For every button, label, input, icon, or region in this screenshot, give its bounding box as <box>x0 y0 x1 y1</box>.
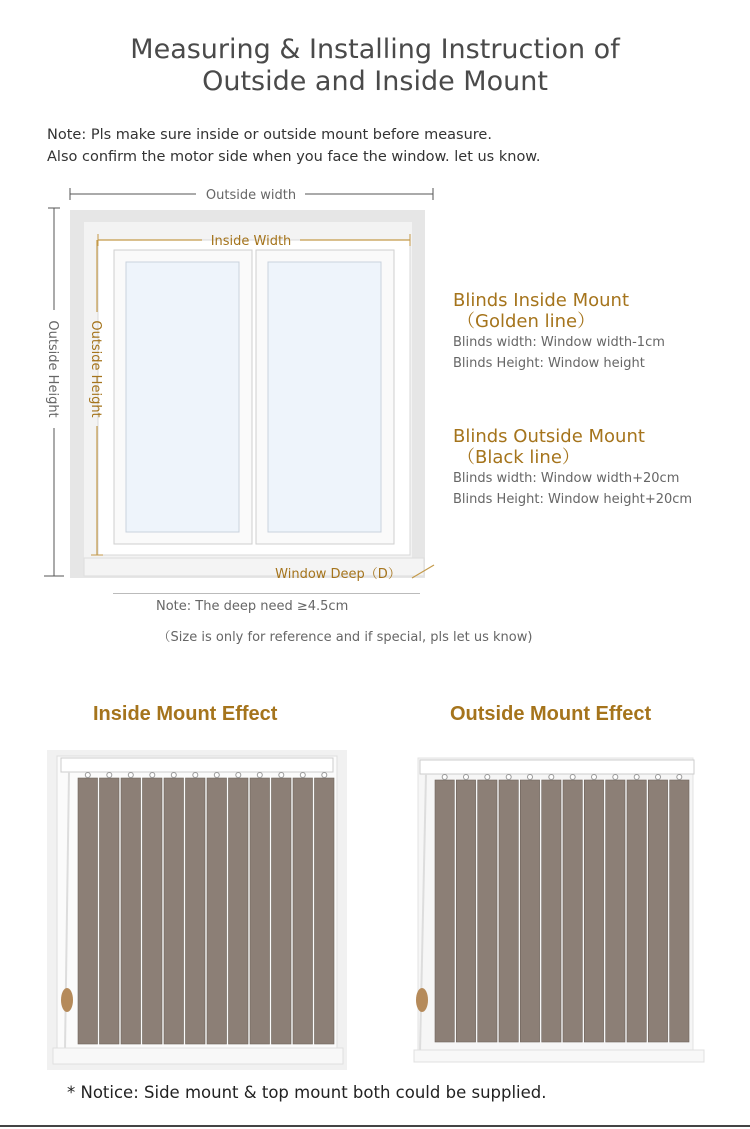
inside-height-label: Outside Height <box>88 320 103 418</box>
inside-slat-hook <box>322 773 327 778</box>
outside-slat-hook <box>464 775 469 780</box>
outside-slat <box>627 780 646 1042</box>
deep-note: Note: The deep need ≥4.5cm <box>156 599 349 614</box>
outside-slat <box>520 780 539 1042</box>
outside-slat-hook <box>442 775 447 780</box>
inside-slat <box>164 778 184 1044</box>
outside-slat-hook <box>634 775 639 780</box>
inside-slat <box>250 778 270 1044</box>
inside-slat <box>229 778 249 1044</box>
inside-slat-hook <box>107 773 112 778</box>
inside-width-label: Inside Width <box>210 234 292 249</box>
outside-slat <box>648 780 667 1042</box>
outside-slat-hook <box>570 775 575 780</box>
outside-slat-hook <box>528 775 533 780</box>
outside-mount-title: Blinds Outside Mount <box>453 426 645 447</box>
inside-slat-hook <box>85 773 90 778</box>
inside-photo-weight <box>61 988 73 1012</box>
inside-mount-info <box>453 290 665 374</box>
inside-slat-hook <box>257 773 262 778</box>
note-line-1: Note: Pls make sure inside or outside mount before measure. <box>47 127 492 143</box>
inside-slat <box>272 778 292 1044</box>
inside-slat-hook <box>236 773 241 778</box>
outside-slat <box>670 780 689 1042</box>
inside-effect-title: Inside Mount Effect <box>93 703 278 725</box>
right-glass <box>268 262 381 532</box>
outside-slat <box>606 780 625 1042</box>
outside-slat-hook <box>549 775 554 780</box>
bottom-rule <box>0 1125 750 1127</box>
outside-effect-title: Outside Mount Effect <box>450 703 652 725</box>
outside-slat <box>478 780 497 1042</box>
inside-slat-hook <box>171 773 176 778</box>
outside-slat-hook <box>506 775 511 780</box>
inside-slat <box>100 778 120 1044</box>
outside-slat <box>563 780 582 1042</box>
outside-photo-weight <box>416 988 428 1012</box>
outside-width-label: Outside width <box>205 188 297 203</box>
inside-mount-subtitle: （Golden line） <box>457 311 596 332</box>
left-glass <box>126 262 239 532</box>
outside-slat-hook <box>677 775 682 780</box>
outside-slat-hook <box>656 775 661 780</box>
outside-photo-sill <box>414 1050 704 1062</box>
window-deep-label: Window Deep（D） <box>275 567 401 582</box>
outside-slat <box>499 780 518 1042</box>
inside-slat <box>78 778 98 1044</box>
size-note: （Size is only for reference and if special, pls let us know) <box>157 630 533 645</box>
outside-slat-hook <box>485 775 490 780</box>
title-line-2: Outside and Inside Mount <box>202 66 548 97</box>
outside-photo-headrail <box>420 760 694 774</box>
outside-mount-photo <box>408 752 708 1072</box>
outside-mount-subtitle: （Black line） <box>457 447 580 468</box>
inside-slat <box>293 778 313 1044</box>
inside-mount-height: Blinds Height: Window height <box>453 356 645 371</box>
divider-line <box>113 593 420 594</box>
outside-height-label: Outside Height <box>45 320 60 418</box>
inside-slat <box>143 778 163 1044</box>
title-line-1: Measuring & Installing Instruction of <box>130 34 620 65</box>
outside-mount-info <box>453 426 692 510</box>
inside-mount-photo <box>47 750 347 1070</box>
note-line-2: Also confirm the motor side when you face the window. let us know. <box>47 149 541 165</box>
inside-slat <box>186 778 206 1044</box>
inside-slat <box>121 778 141 1044</box>
inside-slat <box>315 778 335 1044</box>
inside-mount-width: Blinds width: Window width-1cm <box>453 335 665 350</box>
measure-note <box>47 124 540 168</box>
inside-slat-hook <box>214 773 219 778</box>
outside-slat <box>456 780 475 1042</box>
inside-slat-hook <box>150 773 155 778</box>
page-title <box>0 34 750 98</box>
inside-slat-hook <box>279 773 284 778</box>
inside-photo-headrail <box>61 758 333 772</box>
inside-photo-sill <box>53 1048 343 1064</box>
outside-mount-height: Blinds Height: Window height+20cm <box>453 492 693 507</box>
inside-slat-hook <box>193 773 198 778</box>
outside-slat <box>584 780 603 1042</box>
inside-slat-hook <box>128 773 133 778</box>
inside-slat <box>207 778 227 1044</box>
window-diagram <box>0 180 450 600</box>
outside-slat <box>435 780 454 1042</box>
inside-mount-title: Blinds Inside Mount <box>453 290 630 311</box>
outside-slat-hook <box>613 775 618 780</box>
outside-mount-width: Blinds width: Window width+20cm <box>453 471 680 486</box>
outside-slat-hook <box>592 775 597 780</box>
inside-slat-hook <box>300 773 305 778</box>
outside-slat <box>542 780 561 1042</box>
mount-notice: * Notice: Side mount & top mount both could be supplied. <box>67 1083 547 1102</box>
